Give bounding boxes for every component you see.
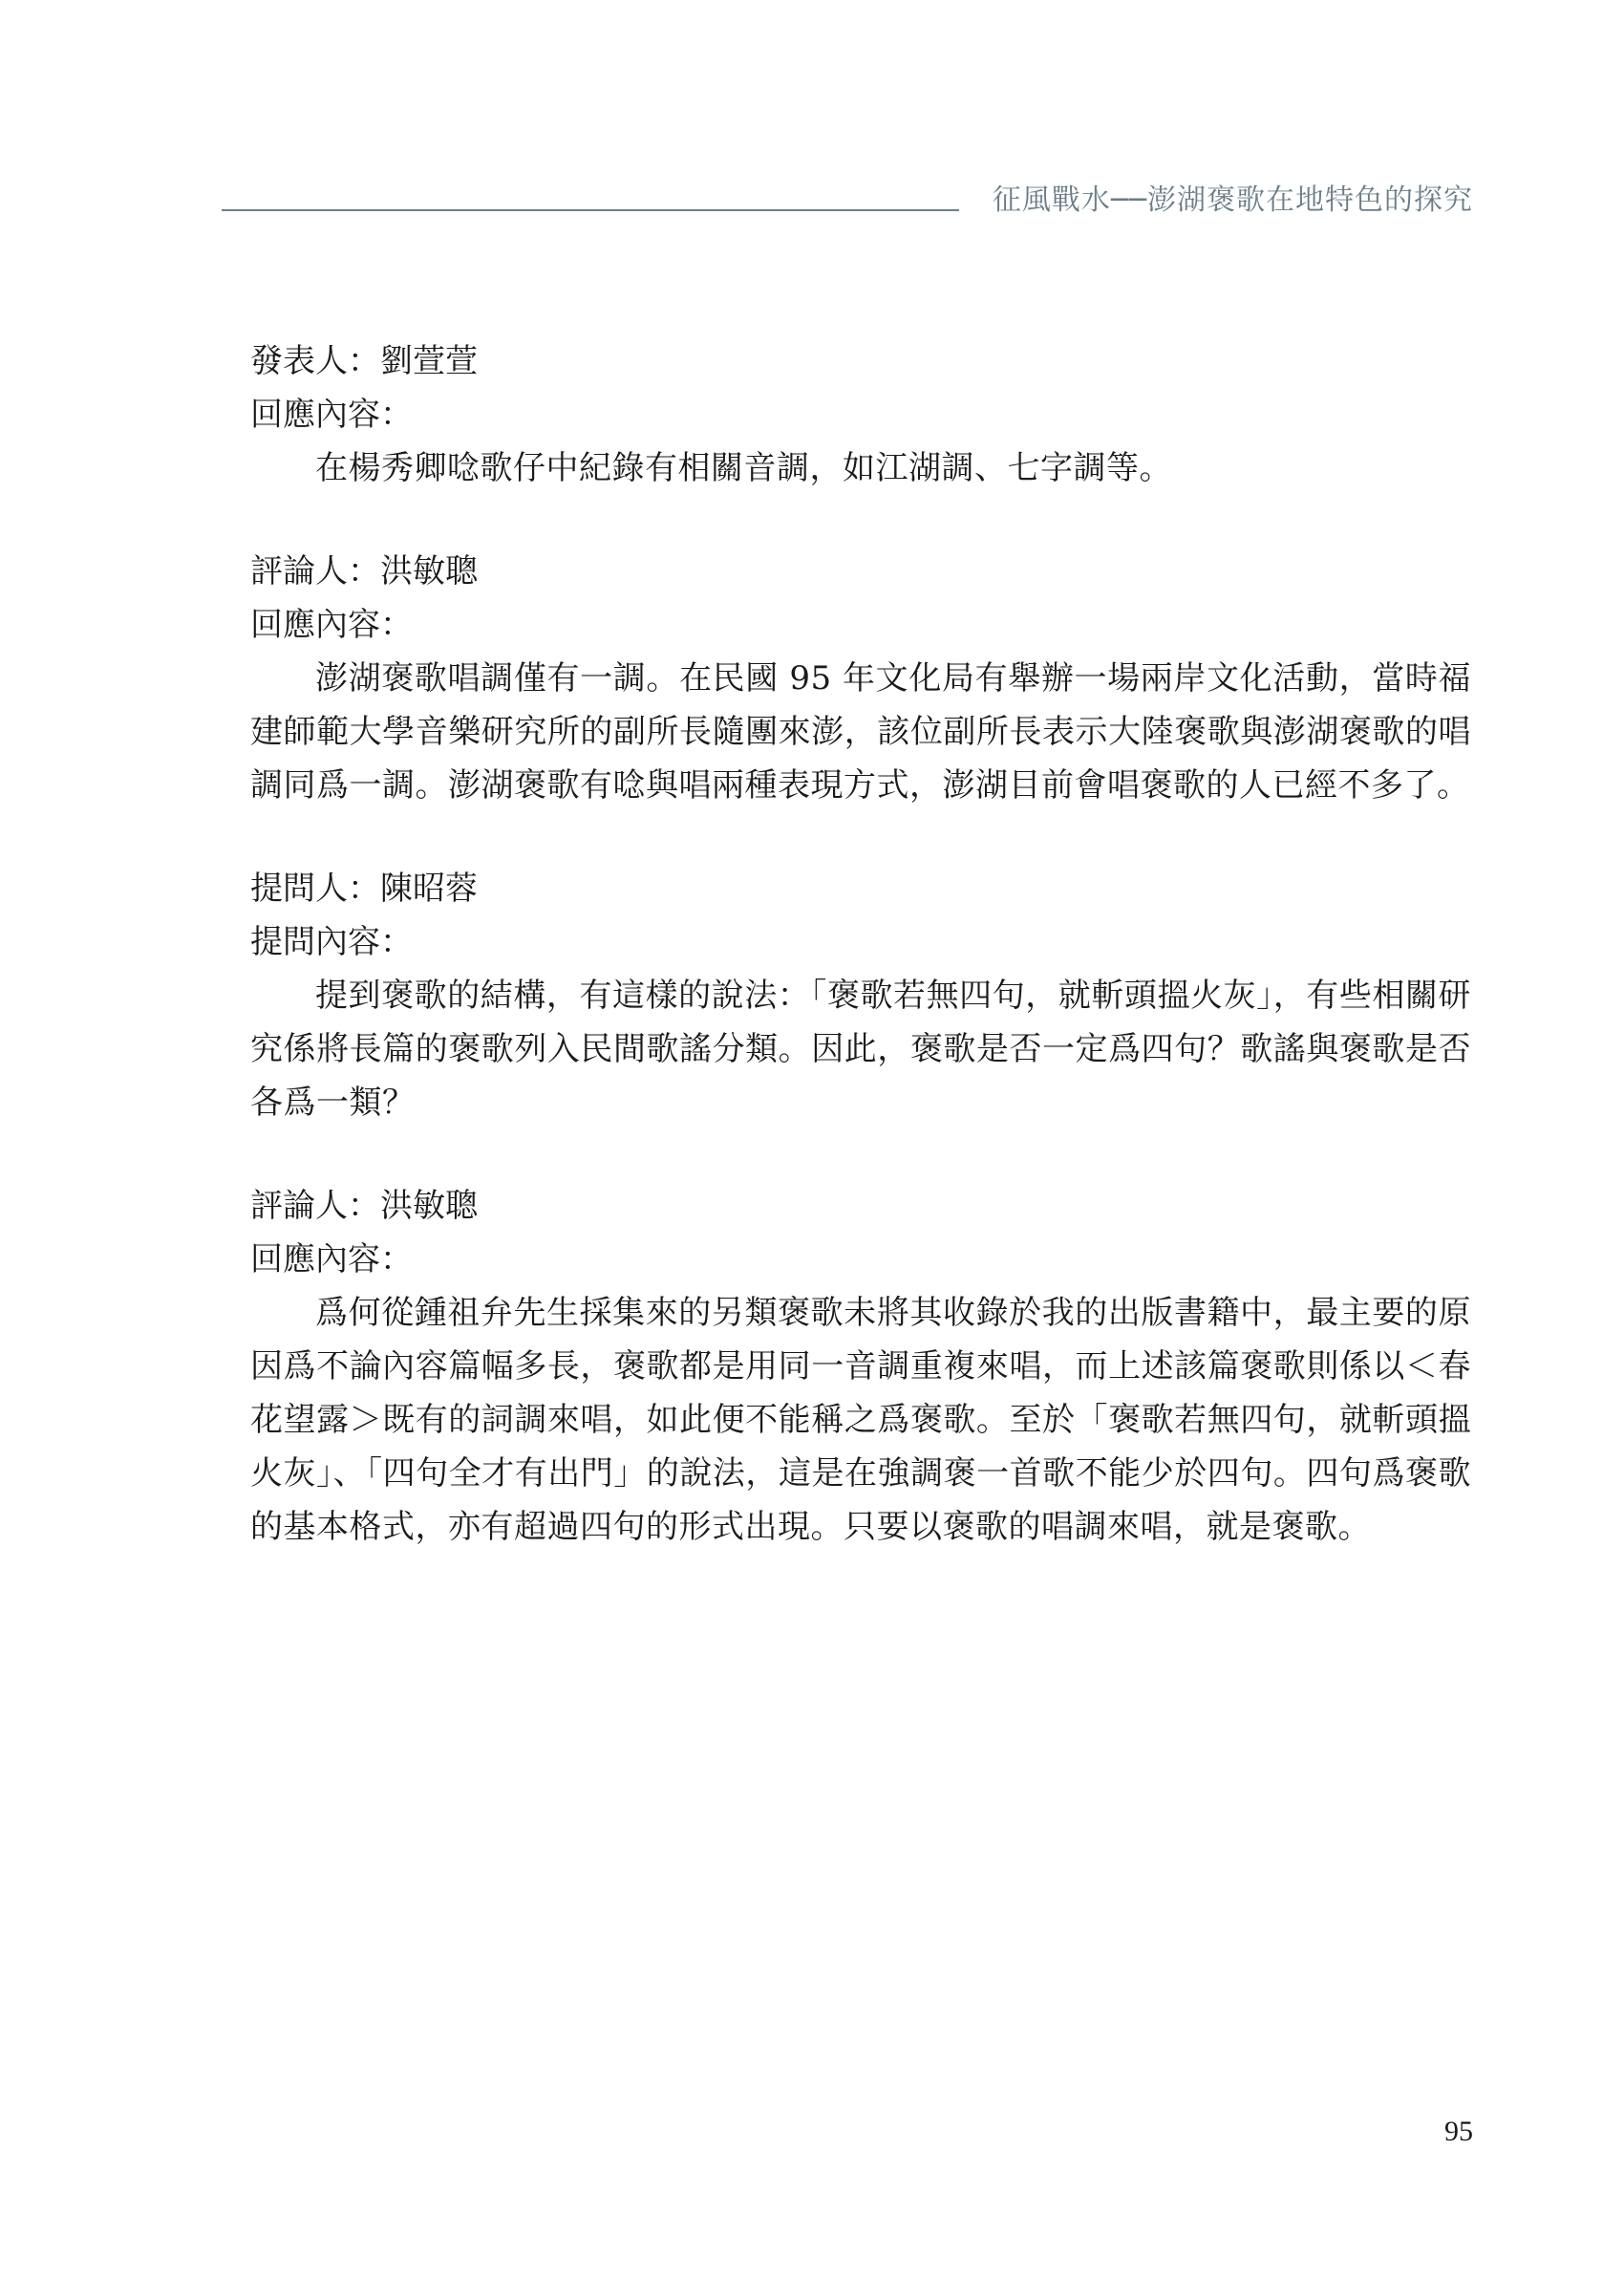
- qa-section: [250, 1179, 1471, 1554]
- content-label: 提問內容：: [250, 923, 413, 961]
- content-paragraph: 澎湖褒歌唱調僅有一調。在民國 95 年文化局有舉辦一場兩岸文化活動，當時福建師範大學音樂研究所的副所長隨團來澎，該位副所長表示大陸褒歌與澎湖褒歌的唱調同爲一調。澎湖褒歌有唸與唱兩種表現方式，澎湖目前會唱褒歌的人已經不多了。: [250, 659, 1471, 805]
- speaker-line: 提問人：陳昭蓉: [250, 870, 478, 908]
- page-number: 95: [1444, 2116, 1473, 2147]
- qa-section: [250, 862, 1471, 1129]
- content-paragraph: 在楊秀卿唸歌仔中紀錄有相關音調，如江湖調、七字調等。: [315, 449, 1172, 487]
- speaker-line: 發表人：劉萱萱: [250, 342, 478, 380]
- qa-section: [250, 334, 1471, 495]
- speaker-line: 評論人：洪敏聰: [250, 552, 478, 591]
- speaker-line: 評論人：洪敏聰: [250, 1187, 478, 1225]
- running-header-title: 征風戰水──澎湖褒歌在地特色的探究: [992, 183, 1473, 217]
- content-paragraph: 爲何從鍾祖弁先生採集來的另類褒歌未將其收錄於我的出版書籍中，最主要的原因爲不論內容篇幅多長，褒歌都是用同一音調重複來唱，而上述該篇褒歌則係以＜春花望露＞既有的詞調來唱，如此便不能稱之爲褒歌。至於「褒歌若無四句，就斬頭搵火灰」、「四句全才有出門」的說法，這是在強調褒一首歌不能少於四句。四句爲褒歌的基本格式，亦有超過四句的形式出現。只要以褒歌的唱調來唱，就是褒歌。: [250, 1294, 1471, 1546]
- content-label: 回應內容：: [250, 606, 413, 644]
- content-label: 回應內容：: [250, 1240, 413, 1279]
- qa-section: [250, 545, 1471, 812]
- content-paragraph: 提到褒歌的結構，有這樣的說法：「褒歌若無四句，就斬頭搵火灰」，有些相關研究係將長篇的褒歌列入民間歌謠分類。因此，褒歌是否一定爲四句？歌謠與褒歌是否各爲一類？: [250, 977, 1471, 1122]
- page-content: [250, 334, 1471, 1554]
- header-rule: [222, 209, 959, 211]
- content-label: 回應內容：: [250, 396, 413, 434]
